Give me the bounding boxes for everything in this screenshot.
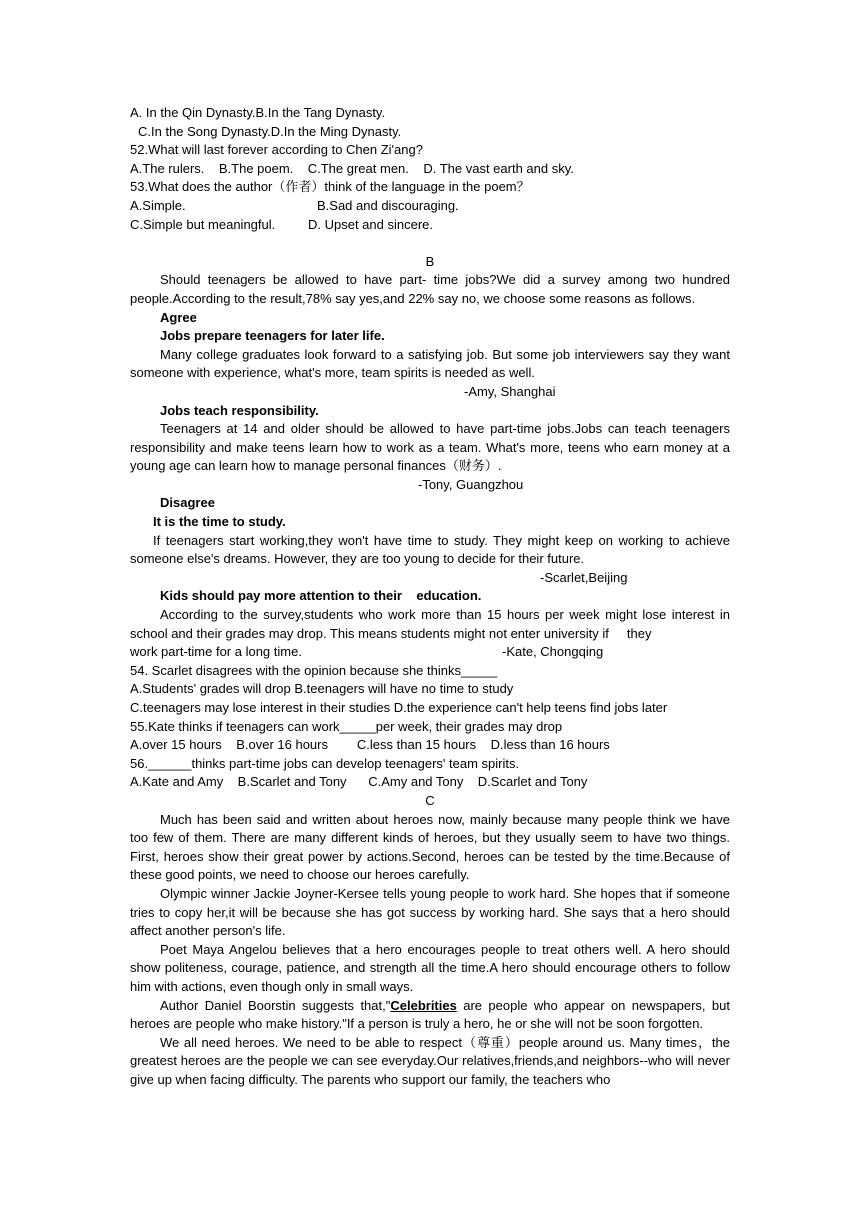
celebrities-word: Celebrities bbox=[390, 997, 457, 1013]
q53-option-c: C.Simple but meaningful. bbox=[130, 216, 276, 232]
q54-question: 54. Scarlet disagrees with the opinion because she thinks_____ bbox=[130, 662, 498, 678]
signature-tony: -Tony, Guangzhou bbox=[418, 476, 524, 492]
q56-question: 56.______thinks part-time jobs can develop teenagers' team spirits. bbox=[130, 755, 520, 771]
paragraph-4-rest: are people who appear on newspapers, but heroes are people who make history."If a person is truly a hero, he or she will not be soon forgotten. bbox=[130, 997, 730, 1032]
document-page bbox=[130, 104, 734, 1089]
passage-c-label: C bbox=[425, 792, 435, 808]
reason-paragraph-2: Teenagers at 14 and older should be allowed to have part-time jobs.Jobs can teach teenagers responsibility and make teens learn how to work as a team. What's more, teens who earn money at a young age can learn how to manage personal finances（财务）. bbox=[130, 421, 730, 474]
reason-heading-4: Kids should pay more attention to their education. bbox=[160, 588, 482, 604]
q55-question: 55.Kate thinks if teenagers can work_____per week, their grades may drop bbox=[130, 718, 563, 734]
q53-option-d: D. Upset and sincere. bbox=[308, 216, 434, 232]
reason-heading-2: Jobs teach responsibility. bbox=[160, 402, 319, 418]
q53-question: 53.What does the author（作者）think of the language in the poem？ bbox=[130, 179, 530, 195]
q54-options-line2: C.teenagers may lose interest in their studies D.the experience can't help teens find jobs later bbox=[130, 700, 668, 715]
reason-heading-1: Jobs prepare teenagers for later life. bbox=[160, 328, 385, 344]
disagree-heading: Disagree bbox=[160, 495, 215, 511]
q53-option-b: B.Sad and discouraging. bbox=[317, 197, 459, 213]
passage-c-paragraph-4 bbox=[130, 997, 730, 1034]
reason-paragraph-4-end bbox=[130, 643, 730, 662]
signature-amy: -Amy, Shanghai bbox=[464, 383, 556, 399]
paragraph-4-lead: Author Daniel Boorstin suggests that," bbox=[160, 997, 391, 1013]
passage-c-paragraph-3: Poet Maya Angelou believes that a hero encourages people to treat others well. A hero should show politeness, courage, patience, and strength all the time.A hero should encourage others to follow him with actions, even though only in small ways. bbox=[130, 941, 730, 994]
q53-options-row1 bbox=[130, 197, 730, 216]
q53-option-a: A.Simple. bbox=[130, 197, 186, 213]
q55-options: A.over 15 hours B.over 16 hours C.less than 15 hours D.less than 16 hours bbox=[130, 737, 610, 753]
reason-paragraph-4: According to the survey,students who work more than 15 hours per week might lose interest in school and their grades may drop. This means students might not enter university if they bbox=[130, 607, 734, 641]
signature-scarlet: -Scarlet,Beijing bbox=[540, 569, 628, 585]
passage-c-paragraph-5: We all need heroes. We need to be able to respect（尊重）people around us. Many times，the greatest heroes are the people we can see everyday.Our relatives,friends,and neighbors--who will never give up when facing difficulty. The parents who support our family, the teachers who bbox=[130, 1034, 730, 1087]
passage-b-label: B bbox=[425, 253, 435, 269]
q52-options: A.The rulers. B.The poem. C.The great men. D. The vast earth and sky. bbox=[130, 160, 574, 176]
q54-options-line1: A.Students' grades will drop B.teenagers will have no time to study bbox=[130, 681, 514, 697]
q51-options-line2: C.In the Song Dynasty.D.In the Ming Dynasty. bbox=[138, 123, 402, 139]
q53-options-row2 bbox=[130, 216, 730, 235]
reason-heading-3: It is the time to study. bbox=[153, 514, 286, 530]
reason-paragraph-1: Many college graduates look forward to a satisfying job. But some job interviewers say they want someone with experience, what's more, team spirits is needed as well. bbox=[130, 346, 730, 381]
passage-b-intro: Should teenagers be allowed to have part- time jobs?We did a survey among two hundred people.According to the result,78% say yes,and 22% say no, we choose some reasons as follows. bbox=[130, 272, 730, 306]
q56-options: A.Kate and Amy B.Scarlet and Tony C.Amy and Tony D.Scarlet and Tony bbox=[130, 774, 588, 790]
reason-paragraph-3: If teenagers start working,they won't have time to study. They might keep on working to achieve someone else's dreams. However, they are too young to decide for their future. bbox=[130, 532, 730, 567]
reason-paragraph-4-tail: work part-time for a long time. bbox=[130, 644, 302, 660]
passage-c-paragraph-1: Much has been said and written about heroes now, mainly because many people think we have too few of them. There are many different kinds of heroes, but they usually seem to have two things. First, heroes show their great power by actions.Second, heroes can be tested by the time.Because of these good points, we need to choose our heroes carefully. bbox=[130, 811, 730, 883]
passage-c-paragraph-2: Olympic winner Jackie Joyner-Kersee tells young people to work hard. She hopes that if someone tries to copy her,it will be because she has got success by working hard. She says that a hero should affect another person's life. bbox=[130, 885, 730, 939]
q51-options-line1: A. In the Qin Dynasty.B.In the Tang Dynasty. bbox=[130, 105, 386, 120]
agree-heading: Agree bbox=[160, 309, 197, 325]
q52-question: 52.What will last forever according to Chen Zi'ang? bbox=[130, 142, 423, 158]
signature-kate: -Kate, Chongqing bbox=[502, 644, 604, 660]
